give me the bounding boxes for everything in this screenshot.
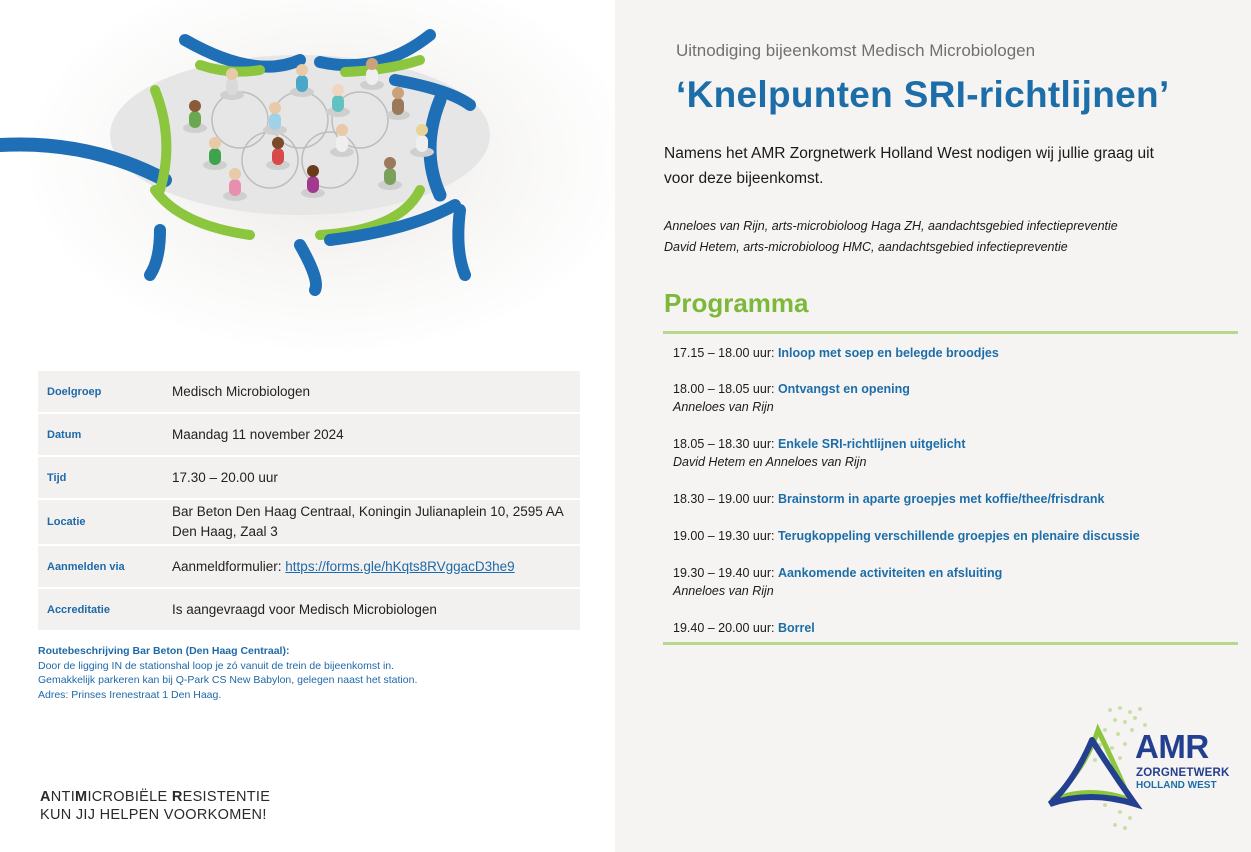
- details-row-accreditatie: [38, 589, 580, 632]
- program-item: 19.30 – 19.40 uur: Aankomende activiteiten en afsluiting Anneloes van Rijn: [673, 564, 1233, 600]
- details-value: Maandag 11 november 2024: [172, 426, 344, 442]
- program-speaker: David Hetem en Anneloes van Rijn: [673, 455, 867, 469]
- details-table: [38, 371, 580, 632]
- route-line: Door de ligging IN de stationshal loop je zó vanuit de trein de bijeenkomst in.: [38, 659, 395, 672]
- speakers: [664, 216, 1224, 258]
- details-row-datum: [38, 414, 580, 457]
- logo-wordmark: AMR: [1135, 728, 1209, 765]
- program-speaker: Anneloes van Rijn: [673, 400, 774, 414]
- logo-subtitle: ZORGNETWERK: [1136, 767, 1230, 779]
- route-heading: Routebeschrijving Bar Beton (Den Haag Centraal):: [38, 645, 290, 657]
- details-key: Tijd: [47, 471, 67, 484]
- route-description: [38, 644, 598, 702]
- program-item: 19.00 – 19.30 uur: Terugkoppeling verschillende groepjes en plenaire discussie: [673, 529, 1140, 543]
- speaker-line: Anneloes van Rijn, arts-microbioloog Haga ZH, aandachtsgebied infectiepreventie: [664, 219, 1118, 233]
- details-value: 17.30 – 20.00 uur: [172, 469, 278, 485]
- slogan-line-1: ANTIMICROBIËLE RESISTENTIE: [40, 789, 271, 805]
- details-row-doelgroep: [38, 371, 580, 414]
- program-title: Programma: [664, 288, 809, 318]
- details-value: Medisch Microbiologen: [172, 383, 311, 399]
- program-list: [673, 344, 1233, 637]
- speaker-line: David Hetem, arts-microbioloog HMC, aandachtsgebied infectiepreventie: [664, 240, 1068, 254]
- invitation-subtitle: Uitnodiging bijeenkomst Medisch Microbiologen: [676, 41, 1036, 60]
- details-key: Locatie: [47, 516, 86, 528]
- program-top-rule: [663, 331, 1238, 334]
- registration-link[interactable]: https://forms.gle/hKqts8RVggacD3he9: [285, 558, 515, 574]
- details-key: Datum: [47, 428, 82, 441]
- details-value: [172, 555, 580, 579]
- details-row-locatie: [38, 500, 580, 546]
- program-item: 18.00 – 18.05 uur: Ontvangst en opening Anneloes van Rijn: [673, 380, 1233, 416]
- details-key: Doelgroep: [47, 385, 102, 398]
- page-title: ‘Knelpunten SRI-richtlijnen’: [676, 74, 1170, 115]
- intro-text: Namens het AMR Zorgnetwerk Holland West nodigen wij jullie graag uit voor deze bijeenkomst.: [664, 145, 1154, 187]
- program-item: 17.15 – 18.00 uur: Inloop met soep en belegde broodjes: [673, 346, 999, 360]
- program-item: 18.30 – 19.00 uur: Brainstorm in aparte groepjes met koffie/thee/frisdrank: [673, 492, 1105, 506]
- program-item: 19.40 – 20.00 uur: Borrel: [673, 621, 815, 635]
- slogan: [40, 788, 270, 824]
- details-row-tijd: [38, 457, 580, 500]
- details-row-aanmelden: [38, 546, 580, 589]
- route-line: Gemakkelijk parkeren kan bij Q-Park CS New Babylon, gelegen naast het station.: [38, 674, 418, 686]
- program-item: 18.05 – 18.30 uur: Enkele SRI-richtlijnen uitgelicht David Hetem en Anneloes van Rijn: [673, 435, 1233, 471]
- route-line: Adres: Prinses Irenestraat 1 Den Haag.: [38, 688, 222, 701]
- details-key: Accreditatie: [47, 603, 110, 616]
- program-speaker: Anneloes van Rijn: [673, 584, 774, 598]
- details-value: Bar Beton Den Haag Centraal, Koningin Julianaplein 10, 2595 AA Den Haag, Zaal 3: [172, 504, 564, 539]
- registration-prefix: Aanmeldformulier:: [172, 558, 286, 574]
- details-value: Is aangevraagd voor Medisch Microbiologen: [172, 601, 437, 617]
- details-key: Aanmelden via: [47, 560, 125, 573]
- program-bottom-rule: [663, 642, 1238, 645]
- people-network-illustration: [0, 0, 615, 350]
- slogan-line-2: KUN JIJ HELPEN VOORKOMEN!: [40, 807, 267, 823]
- logo-region: HOLLAND WEST: [1136, 780, 1217, 791]
